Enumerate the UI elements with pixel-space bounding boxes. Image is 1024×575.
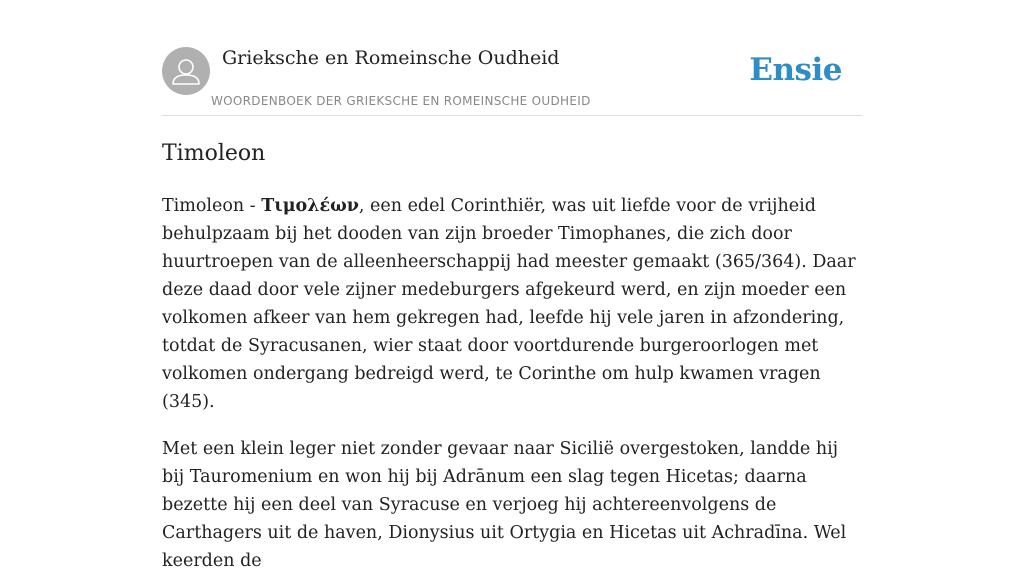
source-header (162, 44, 862, 116)
greek-name: Τιμολέων (261, 196, 359, 216)
ensie-logo-link[interactable]: Ensie (749, 52, 842, 88)
source-title[interactable]: Grieksche en Romeinsche Oudheid (222, 47, 560, 69)
paragraph-lead: Timoleon - (162, 196, 262, 216)
paragraph-text: , een edel Corinthiër, was uit liefde voor de vrijheid behulpzaam bij het dooden van zijn broeder Timophanes, die zich door huurtroepen van de alleenheerschappij had meester gemaakt (365/364). Daar deze daad door vele zijner medeburgers afgekeurd werd, en zijn moeder een volkomen afkeer van hem gekregen had, leefde hij vele jaren in afzondering, totdat de Syracusanen, wier staat door voortdurende burgeroorlogen met volkomen ondergang bedreigd werd, te Corinthe om hulp kwamen vragen (345). (162, 196, 856, 412)
source-avatar[interactable] (162, 47, 210, 95)
user-icon (162, 47, 210, 95)
article (162, 137, 862, 575)
article-paragraph-2: Met een klein leger niet zonder gevaar naar Sicilië overgestoken, landde hij bij Tauromenium en won hij bij Adrānum een slag tegen Hicetas; daarna bezette hij een deel van Syracuse en verjoeg hij achtereenvolgens de Carthagers uit de haven, Dionysius uit Ortygia en Hicetas uit Achradīna. Wel keerden de (162, 439, 847, 571)
article-paragraph-1 (162, 192, 862, 416)
source-subtitle: WOORDENBOEK DER GRIEKSCHE EN ROMEINSCHE OUDHEID (211, 94, 591, 108)
article-title: Timoleon (162, 141, 266, 166)
